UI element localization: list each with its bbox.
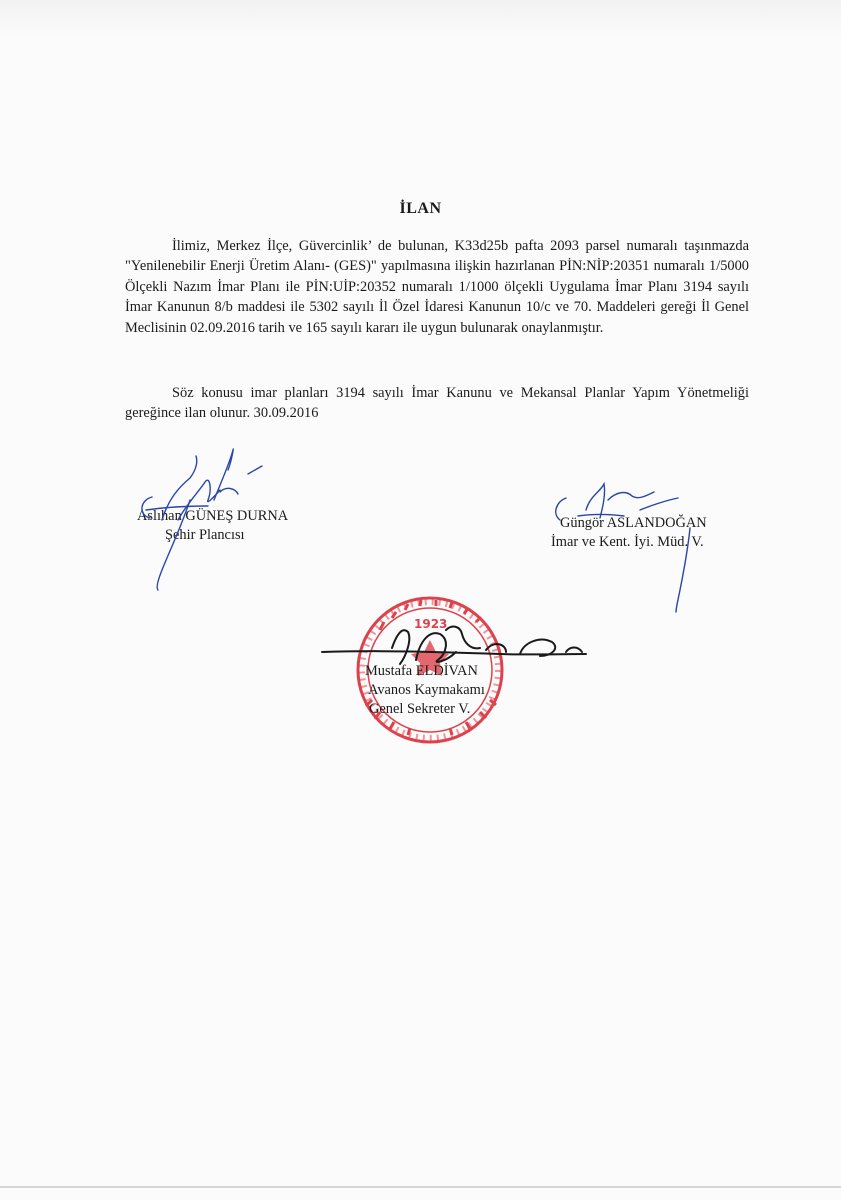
signature-left-title: Şehir Plancısı <box>165 527 245 543</box>
scan-edge <box>0 1186 841 1188</box>
left-signature-mark <box>142 449 262 590</box>
right-signature-mark <box>556 484 690 612</box>
signature-left-name: Aslıhan GÜNEŞ DURNA <box>137 508 289 524</box>
signature-center-title-1: Avanos Kaymakamı <box>368 682 485 698</box>
announcement-title: İLAN <box>399 200 442 217</box>
svg-text:1923: 1923 <box>414 617 448 631</box>
signature-center-name: Mustafa ELDİVAN <box>365 663 478 679</box>
signature-right-title: İmar ve Kent. İyi. Müd. V. <box>551 534 704 550</box>
center-signature-mark <box>322 627 586 664</box>
body-paragraph-1: İlimiz, Merkez İlçe, Güvercinlik’ de bulunan, K33d25b pafta 2093 parsel numaralı taşınmazda "Yenilenebilir Enerji Üretim Alanı- (GES)" yapılmasına ilişkin hazırlanan PİN:NİP:20351 numaralı 1/5000 Ölçekli Nazım İmar Planı ile PİN:UİP:20352 numaralı 1/1000 ölçekli Uygulama İmar Planı 3194 sayılı İmar Kanunun 8/b maddesi ile 5302 sayılı İl Özel İdaresi Kanunun 10/c ve 70. Maddeleri gereği İl Genel Meclisinin 02.09.2016 tarih ve 165 sayılı kararı ile uygun bulunarak onaylanmıştır. <box>125 238 749 336</box>
body-paragraph-2: Söz konusu imar planları 3194 sayılı İmar Kanunu ve Mekansal Planlar Yapım Yönetmeliği gereğince ilan olunur. 30.09.2016 <box>125 385 749 422</box>
signature-center-title-2: Genel Sekreter V. <box>369 701 471 717</box>
signature-right-name: Güngör ASLANDOĞAN <box>560 515 707 531</box>
